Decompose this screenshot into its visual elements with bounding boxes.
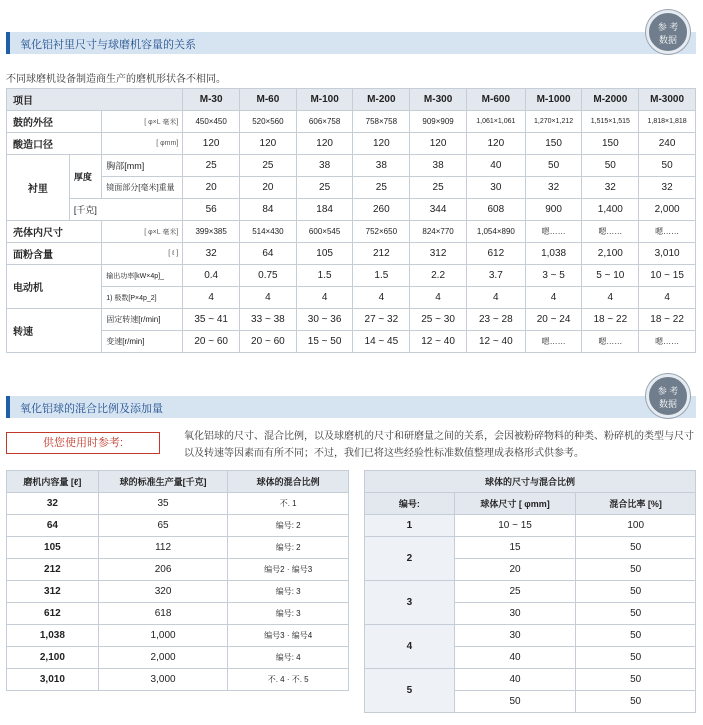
cell: 编号: 2: [228, 515, 349, 537]
cell: 1,818×1,818: [639, 111, 696, 133]
cell: 4: [639, 287, 696, 309]
cell: 嗯……: [582, 331, 639, 353]
cell: 编号: 3: [228, 581, 349, 603]
cell: 600×545: [296, 221, 353, 243]
model-header: M-1000: [525, 89, 582, 111]
badge-line-2: 数据: [658, 399, 677, 409]
cell: 20 ~ 60: [240, 331, 297, 353]
row-unit: 镜面部分[毫米]重量: [102, 177, 183, 199]
cell: 32: [639, 177, 696, 199]
cell: 15: [454, 537, 576, 559]
cell: 1,515×1,515: [582, 111, 639, 133]
cell: 312: [410, 243, 467, 265]
cell: 64: [7, 515, 99, 537]
table-header-row: [7, 89, 696, 111]
cell: 嗯……: [582, 221, 639, 243]
cell: 520×560: [240, 111, 297, 133]
row-unit: 固定转速[r/min]: [102, 309, 183, 331]
section-title: 氧化铝衬里尺寸与球磨机容量的关系: [20, 39, 196, 51]
cell: 20: [183, 177, 240, 199]
cell: 3.7: [466, 265, 525, 287]
cell: 27 ~ 32: [353, 309, 410, 331]
section-header-balls: [6, 396, 696, 418]
cell: 64: [240, 243, 297, 265]
table-row: [7, 559, 349, 581]
cell: 320: [98, 581, 228, 603]
row-label: 壳体内尺寸: [7, 221, 102, 243]
cell: 608: [466, 199, 525, 221]
cell: 120: [353, 133, 410, 155]
cell: 14 ~ 45: [353, 331, 410, 353]
table-title: 球体的尺寸与混合比例: [365, 471, 696, 493]
cell: 25: [183, 155, 240, 177]
cell: 25: [410, 177, 467, 199]
badge-line-1: 参 考: [657, 22, 679, 32]
cell: 38: [296, 155, 353, 177]
cell: 20 ~ 60: [183, 331, 240, 353]
cell: 嗯……: [525, 331, 582, 353]
description-paragraph: 氧化铝球的尺寸、混合比例，以及球磨机的尺寸和研磨量之间的关系，会因被粉碎物料的种类、粉碎机的类型与尺寸以及转速等因素而有所不同；不过，我们已将这些经验性标准数值整理成表格形式供参考。: [184, 431, 694, 459]
row-label: 面粉含量: [7, 243, 102, 265]
cell: 50: [576, 603, 696, 625]
cell: 50: [576, 581, 696, 603]
table-row: [365, 581, 696, 603]
cell: 606×758: [296, 111, 353, 133]
cell: 120: [410, 133, 467, 155]
table-row: [7, 647, 349, 669]
cell: 50: [454, 691, 576, 713]
column-header: 磨机内容量 [ℓ]: [7, 471, 99, 493]
cell: 嗯……: [639, 221, 696, 243]
table-row: [7, 155, 696, 177]
cell: 35: [98, 493, 228, 515]
model-header: M-30: [183, 89, 240, 111]
cell: 824×770: [410, 221, 467, 243]
cell: 编号: 4: [228, 647, 349, 669]
table-row: [7, 669, 349, 691]
table-row: [7, 199, 696, 221]
cell: 344: [410, 199, 467, 221]
cell: 50: [582, 155, 639, 177]
cell: 150: [582, 133, 639, 155]
cell: 30: [454, 625, 576, 647]
column-header: 编号:: [365, 493, 455, 515]
cell: 15 ~ 50: [296, 331, 353, 353]
cell: 32: [582, 177, 639, 199]
cell: 20 ~ 24: [525, 309, 582, 331]
cell: 32: [183, 243, 240, 265]
cell: 2,000: [98, 647, 228, 669]
cell: 4: [296, 287, 353, 309]
cell: 25: [353, 177, 410, 199]
cell: 编号: 2: [228, 537, 349, 559]
table-row: [7, 287, 696, 309]
group-number: 2: [365, 537, 455, 581]
cell: 1,270×1,212: [525, 111, 582, 133]
table-row: [7, 537, 349, 559]
cell: 50: [576, 625, 696, 647]
table-row: [7, 177, 696, 199]
row-unit: 1) 极数[P×4p_2]: [102, 287, 183, 309]
table-row: [7, 603, 349, 625]
row-label: 电动机: [7, 265, 102, 309]
cell: 112: [98, 537, 228, 559]
reference-notice: 供您使用时参考:: [6, 432, 160, 454]
cell: 30: [454, 603, 576, 625]
table-row: [7, 581, 349, 603]
cell: 40: [454, 669, 576, 691]
row-unit: [ φ×L 毫米]: [102, 221, 183, 243]
cell: 18 ~ 22: [582, 309, 639, 331]
cell: 50: [525, 155, 582, 177]
table-row: [365, 537, 696, 559]
cell: 312: [7, 581, 99, 603]
cell: 不. 4 · 不. 5: [228, 669, 349, 691]
cell: 12 ~ 40: [466, 331, 525, 353]
row-label: 鼓的外径: [7, 111, 102, 133]
table-row: [7, 243, 696, 265]
cell: 32: [7, 493, 99, 515]
cell: 嗯……: [525, 221, 582, 243]
table-title-row: [365, 471, 696, 493]
cell: 909×909: [410, 111, 467, 133]
cell: 4: [240, 287, 297, 309]
cell: 38: [353, 155, 410, 177]
model-header: M-200: [353, 89, 410, 111]
cell: 10 ~ 15: [454, 515, 576, 537]
intro-text: 不同球磨机设备制造商生产的磨机形状各不相同。: [6, 74, 226, 85]
group-number: 4: [365, 625, 455, 669]
row-label: 酸造口径: [7, 133, 102, 155]
cell: 50: [639, 155, 696, 177]
cell: 212: [7, 559, 99, 581]
cell: 1,054×890: [466, 221, 525, 243]
cell: 35 ~ 41: [183, 309, 240, 331]
cell: 2,100: [582, 243, 639, 265]
reference-data-badge: [646, 10, 690, 54]
cell: 4: [582, 287, 639, 309]
cell: 1,000: [98, 625, 228, 647]
cell: 84: [240, 199, 297, 221]
cell: 3 ~ 5: [525, 265, 582, 287]
cell: 900: [525, 199, 582, 221]
mill-spec-table: [6, 88, 696, 353]
column-header: 球体的混合比例: [228, 471, 349, 493]
table-row: [7, 265, 696, 287]
cell: 4: [410, 287, 467, 309]
row-unit: 胸部[mm]: [102, 155, 183, 177]
cell: 56: [183, 199, 240, 221]
cell: 30 ~ 36: [296, 309, 353, 331]
table-row: [7, 625, 349, 647]
row-unit: [千克]: [69, 199, 182, 221]
cell: 18 ~ 22: [639, 309, 696, 331]
row-unit: [ φmm]: [102, 133, 183, 155]
cell: 65: [98, 515, 228, 537]
cell: 5 ~ 10: [582, 265, 639, 287]
model-header: M-60: [240, 89, 297, 111]
row-sublabel: 厚度: [69, 155, 101, 199]
model-header: M-3000: [639, 89, 696, 111]
ball-size-ratio-table: [364, 470, 696, 713]
cell: 120: [466, 133, 525, 155]
cell: 105: [296, 243, 353, 265]
section-title: 氧化铝球的混合比例及添加量: [20, 403, 163, 415]
cell: 2,100: [7, 647, 99, 669]
cell: 33 ~ 38: [240, 309, 297, 331]
model-header: M-600: [466, 89, 525, 111]
table-header-row: [7, 471, 349, 493]
ball-quantity-table: [6, 470, 349, 691]
table-row: [7, 331, 696, 353]
cell: 3,010: [7, 669, 99, 691]
table-row: [365, 515, 696, 537]
badge-line-1: 参 考: [657, 386, 679, 396]
column-header: 球的标准生产量[千克]: [98, 471, 228, 493]
cell: 0.4: [183, 265, 240, 287]
cell: 50: [576, 669, 696, 691]
cell: 120: [296, 133, 353, 155]
cell: 10 ~ 15: [639, 265, 696, 287]
column-header: 球体尺寸 [ φmm]: [454, 493, 576, 515]
table-row: [365, 625, 696, 647]
table-row: [7, 221, 696, 243]
cell: 240: [639, 133, 696, 155]
cell: 32: [525, 177, 582, 199]
table-row: [7, 111, 696, 133]
cell: 1,038: [7, 625, 99, 647]
cell: 编号2 · 编号3: [228, 559, 349, 581]
cell: 不. 1: [228, 493, 349, 515]
cell: 3,010: [639, 243, 696, 265]
badge-line-2: 数据: [658, 35, 677, 45]
cell: 1.5: [296, 265, 353, 287]
table-row: [7, 309, 696, 331]
cell: 758×758: [353, 111, 410, 133]
group-number: 1: [365, 515, 455, 537]
column-header: 混合比率 [%]: [576, 493, 696, 515]
model-header: M-100: [296, 89, 353, 111]
cell: 40: [466, 155, 525, 177]
table-header-row: [365, 493, 696, 515]
cell: 20: [240, 177, 297, 199]
group-number: 3: [365, 581, 455, 625]
cell: 嗯……: [639, 331, 696, 353]
cell: 50: [576, 691, 696, 713]
row-label: 转速: [7, 309, 102, 353]
row-unit: [ ℓ ]: [102, 243, 183, 265]
cell: 25: [240, 155, 297, 177]
cell: 25: [296, 177, 353, 199]
row-unit: [ φ×L 毫米]: [102, 111, 183, 133]
cell: 618: [98, 603, 228, 625]
cell: 25 ~ 30: [410, 309, 467, 331]
cell: 399×385: [183, 221, 240, 243]
cell: 752×650: [353, 221, 410, 243]
cell: 1.5: [353, 265, 410, 287]
cell: 1,061×1,061: [466, 111, 525, 133]
cell: 450×450: [183, 111, 240, 133]
table-row: [365, 669, 696, 691]
cell: 4: [353, 287, 410, 309]
cell: 612: [7, 603, 99, 625]
cell: 105: [7, 537, 99, 559]
model-header: M-2000: [582, 89, 639, 111]
cell: 12 ~ 40: [410, 331, 467, 353]
row-label: 衬里: [7, 155, 70, 221]
cell: 2.2: [410, 265, 467, 287]
cell: 2,000: [639, 199, 696, 221]
cell: 20: [454, 559, 576, 581]
cell: 50: [576, 647, 696, 669]
cell: 50: [576, 559, 696, 581]
cell: 3,000: [98, 669, 228, 691]
cell: 4: [466, 287, 525, 309]
cell: 100: [576, 515, 696, 537]
reference-data-badge: [646, 374, 690, 418]
cell: 120: [183, 133, 240, 155]
group-number: 5: [365, 669, 455, 713]
cell: 612: [466, 243, 525, 265]
table-row: [7, 133, 696, 155]
cell: 30: [466, 177, 525, 199]
cell: 184: [296, 199, 353, 221]
cell: 514×430: [240, 221, 297, 243]
cell: 编号: 3: [228, 603, 349, 625]
section-header-lining: [6, 32, 696, 54]
row-unit: 输出功率[kW×4p]_: [102, 265, 183, 287]
cell: 1,400: [582, 199, 639, 221]
table-row: [7, 493, 349, 515]
cell: 25: [454, 581, 576, 603]
row-unit: 变速[r/min]: [102, 331, 183, 353]
cell: 260: [353, 199, 410, 221]
cell: 150: [525, 133, 582, 155]
cell: 0.75: [240, 265, 297, 287]
table-row: [7, 515, 349, 537]
cell: 4: [525, 287, 582, 309]
cell: 1,038: [525, 243, 582, 265]
cell: 编号3 · 编号4: [228, 625, 349, 647]
cell: 206: [98, 559, 228, 581]
cell: 120: [240, 133, 297, 155]
header-label: 项目: [7, 89, 183, 111]
cell: 38: [410, 155, 467, 177]
cell: 4: [183, 287, 240, 309]
cell: 23 ~ 28: [466, 309, 525, 331]
model-header: M-300: [410, 89, 467, 111]
cell: 50: [576, 537, 696, 559]
cell: 212: [353, 243, 410, 265]
cell: 40: [454, 647, 576, 669]
